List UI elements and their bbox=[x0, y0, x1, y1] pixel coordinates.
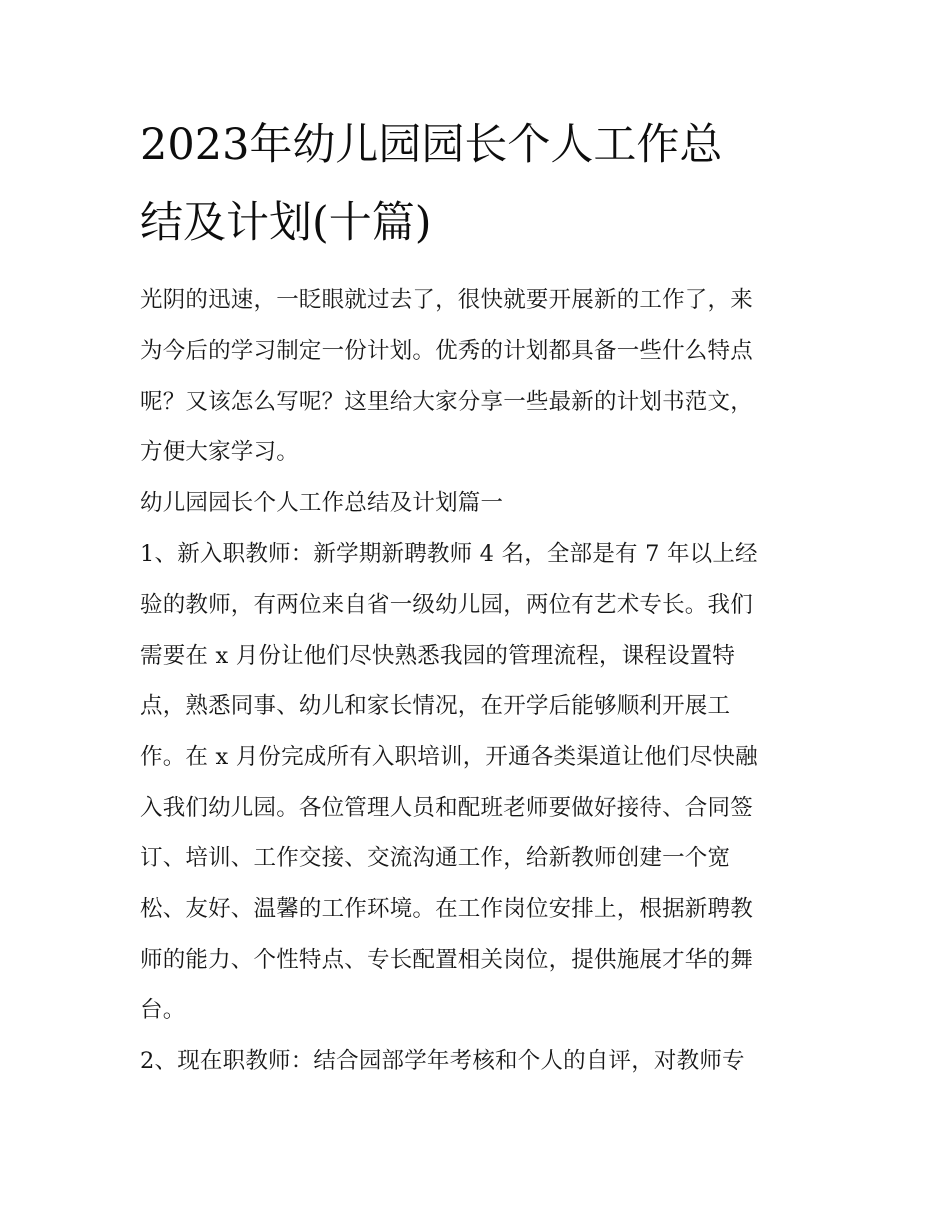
item1-line-7: 订、培训、工作交接、交流沟通工作，给新教师创建一个宽 bbox=[140, 845, 731, 871]
item1-line-1: 1、新入职教师：新学期新聘教师 4 名，全部是有 7 年以上经 bbox=[140, 541, 758, 567]
document-title-line-1: 2023年幼儿园园长个人工作总 bbox=[140, 120, 723, 170]
item1-line-8: 松、友好、温馨的工作环境。在工作岗位安排上，根据新聘教 bbox=[140, 896, 753, 922]
item1-line-4: 点，熟悉同事、幼儿和家长情况，在开学后能够顺利开展工 bbox=[140, 693, 731, 719]
intro-line-4: 方便大家学习。 bbox=[140, 439, 299, 465]
item1-line-2: 验的教师，有两位来自省一级幼儿园，两位有艺术专长。我们 bbox=[140, 592, 753, 618]
item1-line-10: 台。 bbox=[140, 997, 186, 1023]
intro-line-2: 为今后的学习制定一份计划。优秀的计划都具备一些什么特点 bbox=[140, 338, 753, 364]
section-heading: 幼儿园园长个人工作总结及计划篇一 bbox=[140, 490, 504, 516]
intro-line-1: 光阴的迅速，一眨眼就过去了，很快就要开展新的工作了，来 bbox=[140, 287, 753, 313]
item1-line-3: 需要在 x 月份让他们尽快熟悉我园的管理流程，课程设置特 bbox=[140, 643, 736, 669]
item1-line-6: 入我们幼儿园。各位管理人员和配班老师要做好接待、合同签 bbox=[140, 795, 753, 821]
item2-line-1: 2、现在职教师：结合园部学年考核和个人的自评，对教师专 bbox=[140, 1048, 745, 1074]
item1-line-9: 师的能力、个性特点、专长配置相关岗位，提供施展才华的舞 bbox=[140, 947, 753, 973]
intro-line-3: 呢？又该怎么写呢？这里给大家分享一些最新的计划书范文， bbox=[140, 389, 753, 415]
document-title-line-2: 结及计划(十篇) bbox=[140, 198, 432, 248]
item1-line-5: 作。在 x 月份完成所有入职培训，开通各类渠道让他们尽快融 bbox=[140, 744, 758, 770]
